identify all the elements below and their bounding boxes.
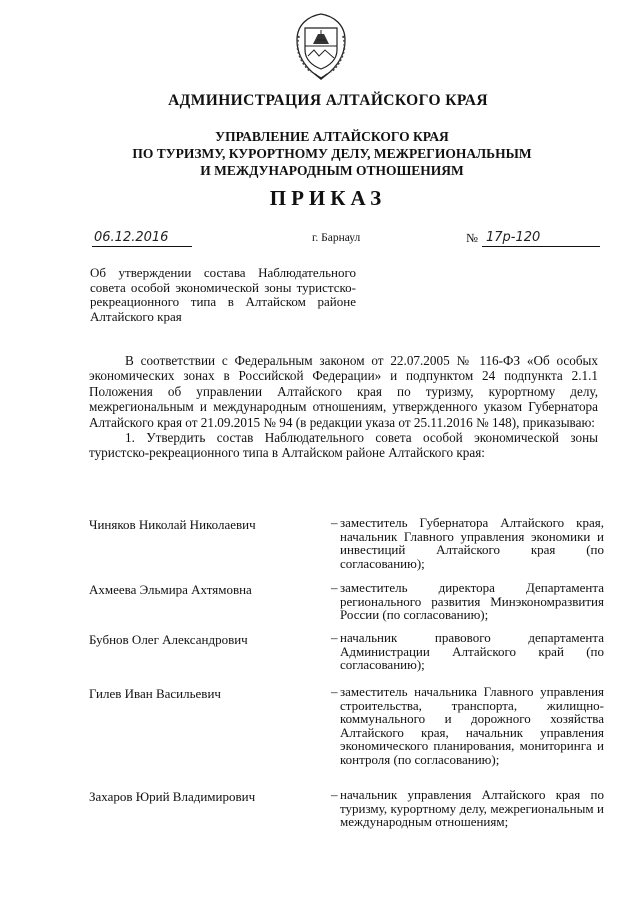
- paragraph-basis: В соответствии с Федеральным законом от 22.07.2005 № 116-ФЗ «Об особых экономических зонах в Российской Федерации» и подпунктом 24 подпункта 2.1.1 Положения об управлении Алтайского края по туризму, курортному делу, межрегиональным и международным отношениям, утвержденного указом Губернатора Алтайского края от 21.09.2015 № 94 (в редакции указа от 25.11.2016 № 148), приказываю:: [89, 353, 598, 430]
- member-position: [333, 581, 604, 622]
- department-title: [12, 128, 640, 179]
- member-name: Ахмеева Эльмира Ахтямовна: [89, 582, 252, 597]
- subject: Об утверждении состава Наблюдательного совета особой экономической зоны туристско-рекреационного типа в Алтайском районе Алтайского края: [90, 265, 356, 324]
- date-field: [92, 230, 192, 247]
- dash: –: [331, 787, 338, 802]
- member-position-text: заместитель директора Департамента регионального развития Минэкономразвития России (по согласованию);: [340, 580, 604, 623]
- paragraph-item-1: 1. Утвердить состав Наблюдательного совета особой экономической зоны туристско-рекреационного типа в Алтайском районе Алтайского края:: [89, 430, 598, 461]
- handwritten-date: 06.12.2016: [94, 230, 169, 245]
- member-name: Гилев Иван Васильевич: [89, 686, 221, 701]
- dash: –: [331, 580, 338, 595]
- number-field: [482, 230, 600, 247]
- member-position: [333, 788, 604, 829]
- dash: –: [331, 630, 338, 645]
- coat-of-arms-icon: [291, 10, 351, 82]
- member-position: [333, 631, 604, 672]
- member-position-text: начальник правового департамента Администрации Алтайского край (по согласованию);: [340, 630, 604, 673]
- member-name: Захаров Юрий Владимирович: [89, 789, 256, 804]
- member-position-text: заместитель Губернатора Алтайского края, начальник Главного управления экономики и инвестиций Алтайского края (по согласованию);: [340, 515, 604, 571]
- department-title-line2: ПО ТУРИЗМУ, КУРОРТНОМУ ДЕЛУ, МЕЖРЕГИОНАЛЬНЫМ: [132, 146, 532, 161]
- doc-type: ПРИКАЗ: [269, 186, 387, 210]
- member-position: [333, 516, 604, 570]
- member-position-text: начальник управления Алтайского края по туризму, курортному делу, межрегиональным и международным отношениям;: [340, 787, 604, 830]
- dash: –: [331, 684, 338, 699]
- department-title-line1: УПРАВЛЕНИЕ АЛТАЙСКОГО КРАЯ: [215, 129, 449, 144]
- member-position: [333, 685, 604, 767]
- member-name: Бубнов Олег Александрович: [89, 632, 248, 647]
- handwritten-number: 17р-120: [486, 230, 541, 245]
- department-title-line3: И МЕЖДУНАРОДНЫМ ОТНОШЕНИЯМ: [200, 163, 464, 178]
- body-text: [89, 353, 598, 461]
- member-name: Чиняков Николай Николаевич: [89, 517, 256, 532]
- city: г. Барнаул: [312, 232, 361, 244]
- dash: –: [331, 515, 338, 530]
- member-position-text: заместитель начальника Главного управления строительства, транспорта, жилищно-коммунального и дорожного хозяйства Алтайского края, начальник управления экономического планирования, мониторинга и контроля (по согласованию);: [340, 684, 604, 767]
- org-title: АДМИНИСТРАЦИЯ АЛТАЙСКОГО КРАЯ: [168, 92, 488, 109]
- number-label: №: [466, 231, 478, 245]
